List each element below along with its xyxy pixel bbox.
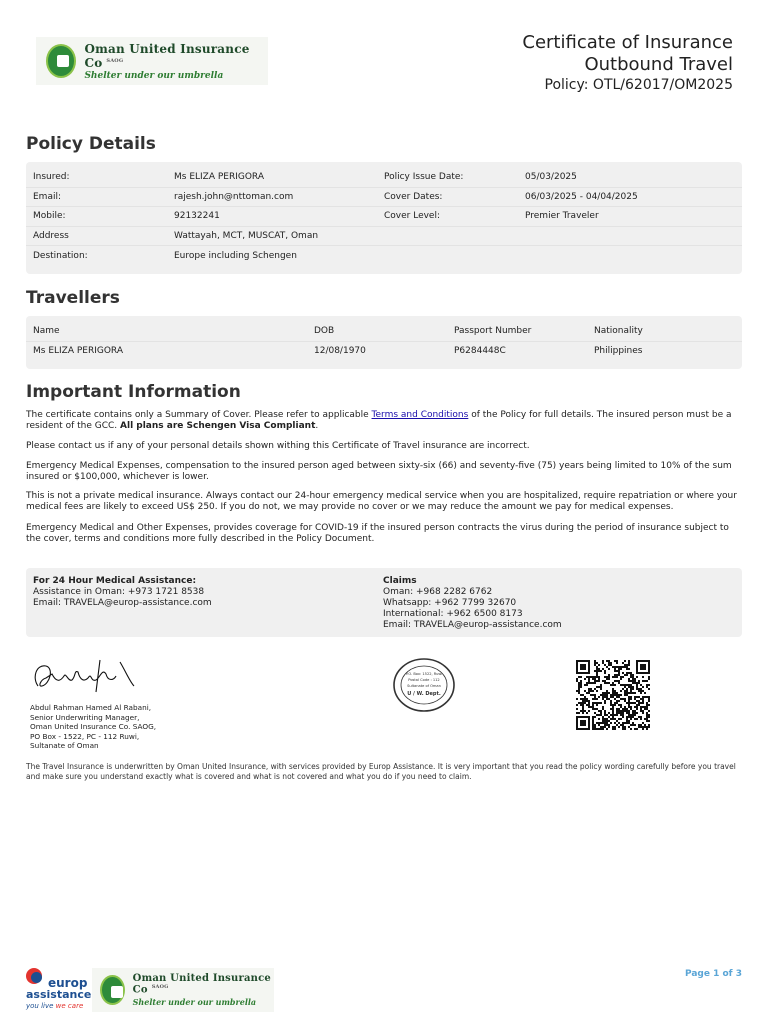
cell-label: Insured: — [33, 172, 70, 183]
company-emblem-icon — [100, 975, 125, 1005]
company-logo-top — [36, 37, 268, 85]
table-row — [26, 227, 742, 247]
svg-text:P.O. Box: 1522, Ruwi: P.O. Box: 1522, Ruwi — [405, 672, 443, 676]
important-paragraph-5: Emergency Medical and Other Expenses, provides coverage for COVID-19 if the insured person contracts the virus during the period of insurance subject to the cover, terms and conditions more fully described in the Policy Document. — [26, 523, 729, 544]
schengen-note: All plans are Schengen Visa Compliant — [120, 421, 316, 431]
policy-details-box — [26, 162, 742, 274]
stamp-seal-icon — [392, 657, 456, 713]
signature-mark — [30, 652, 140, 696]
traveller-passport: P6284448C — [454, 346, 506, 357]
medical-assistance — [33, 576, 383, 629]
medical-heading: For 24 Hour Medical Assistance: — [33, 576, 197, 586]
policy-number: Policy: OTL/62017/OM2025 — [544, 77, 733, 93]
cell-value: 92132241 — [174, 211, 220, 222]
cell-value: Wattayah, MCT, MUSCAT, Oman — [174, 230, 319, 241]
cell-value: 05/03/2025 — [525, 172, 577, 183]
claims-line: Oman: +968 2282 6762 — [383, 587, 493, 597]
qr-code-icon — [576, 660, 650, 730]
claims-line: Whatsapp: +962 7799 32670 — [383, 598, 517, 608]
terms-link[interactable]: Terms and Conditions — [371, 410, 469, 420]
certificate-header — [522, 32, 733, 94]
europ-emblem-icon — [26, 968, 42, 984]
footer-disclaimer: The Travel Insurance is underwritten by Oman United Insurance, with services provided by Europ Assistance. It is very important that you read the policy wording carefully before you travel and make sure you understand exactly what is covered and what is not covered and what you do if you need to claim. — [26, 762, 736, 781]
column-header: Nationality — [594, 326, 643, 337]
important-paragraph-1: The certificate contains only a Summary of Cover. Please refer to applicable Terms and Conditions of the Policy for full details. The insured person must be a resident of the GCC. All plans are Schengen Visa Compliant. — [26, 410, 732, 431]
cell-label: Policy Issue Date: — [384, 172, 464, 183]
claims-contacts — [383, 576, 733, 629]
svg-text:Postal Code : 112: Postal Code : 112 — [408, 678, 440, 682]
important-paragraph-3: Emergency Medical Expenses, compensation to the insured person aged between sixty-six (66) and seventy-five (75) years being limited to 10% of the sum insured or $100,000, whichever is lower. — [26, 461, 732, 482]
policy-details-heading: Policy Details — [26, 134, 156, 154]
company-logo-bottom: Oman United Insurance Co $^{SAOG}$ Shelter under our umbrella — [92, 968, 274, 1012]
table-row — [26, 207, 742, 227]
cell-label: Email: — [33, 191, 62, 202]
column-header: Passport Number — [454, 326, 532, 337]
cell-label: Mobile: — [33, 211, 66, 222]
page-number: Page 1 of 3 — [685, 969, 742, 979]
travellers-heading: Travellers — [26, 288, 120, 308]
claims-line: Email: TRAVELA@europ-assistance.com — [383, 620, 562, 630]
company-emblem-icon — [46, 44, 76, 78]
table-row — [26, 168, 742, 188]
important-info-heading: Important Information — [26, 382, 241, 402]
travellers-box — [26, 316, 742, 369]
certificate-title: Certificate of Insurance — [522, 32, 733, 53]
table-row — [26, 342, 742, 362]
medical-line: Assistance in Oman: +973 1721 8538 — [33, 587, 205, 597]
claims-heading: Claims — [383, 576, 417, 586]
medical-line: Email: TRAVELA@europ-assistance.com — [33, 598, 212, 608]
cell-label: Destination: — [33, 250, 88, 261]
column-header: Name — [33, 326, 60, 337]
column-header: DOB — [314, 326, 335, 337]
cell-label: Address — [33, 230, 69, 241]
claims-line: International: +962 6500 8173 — [383, 609, 523, 619]
certificate-subtitle: Outbound Travel — [584, 54, 733, 75]
cell-value: Ms ELIZA PERIGORA — [174, 172, 264, 183]
cell-label: Cover Level: — [384, 211, 441, 222]
traveller-name: Ms ELIZA PERIGORA — [33, 346, 123, 357]
table-header-row — [26, 322, 742, 342]
traveller-nationality: Philippines — [594, 346, 643, 357]
table-row — [26, 246, 742, 266]
important-paragraph-4: This is not a private medical insurance. Always contact our 24-hour emergency medical service when you are hospitalized, require repatriation or where your medical fees are likely to exceed US$ 250. If you do not, we may provide no cover or we may reduce the amount we pay for medical expenses. — [26, 491, 737, 512]
cell-value: Europe including Schengen — [174, 250, 297, 261]
company-saog: SAOG — [106, 57, 124, 64]
traveller-dob: 12/08/1970 — [314, 346, 366, 357]
cell-label: Cover Dates: — [384, 191, 443, 202]
cell-value: Premier Traveler — [525, 211, 599, 222]
europ-assistance-logo: europ assistance you live we care — [24, 966, 84, 1014]
cell-value: rajesh.john@nttoman.com — [174, 191, 294, 202]
table-row — [26, 188, 742, 208]
company-name: Oman United Insurance Co — [84, 41, 250, 70]
cell-value: 06/03/2025 - 04/04/2025 — [525, 191, 638, 202]
svg-text:U / W. Dept.: U / W. Dept. — [407, 691, 441, 697]
important-paragraph-2: Please contact us if any of your personal details shown withing this Certificate of Travel insurance are incorrect. — [26, 441, 530, 451]
signatory-details: Abdul Rahman Hamed Al Rabani, Senior Underwriting Manager, Oman United Insurance Co. SAOG, PO Box - 1522, PC - 112 Ruwi, Sultanate of Oman — [30, 703, 157, 750]
company-slogan: Shelter under our umbrella — [84, 70, 224, 81]
assistance-box — [26, 568, 742, 637]
svg-text:Sultanate of Oman: Sultanate of Oman — [407, 684, 441, 688]
